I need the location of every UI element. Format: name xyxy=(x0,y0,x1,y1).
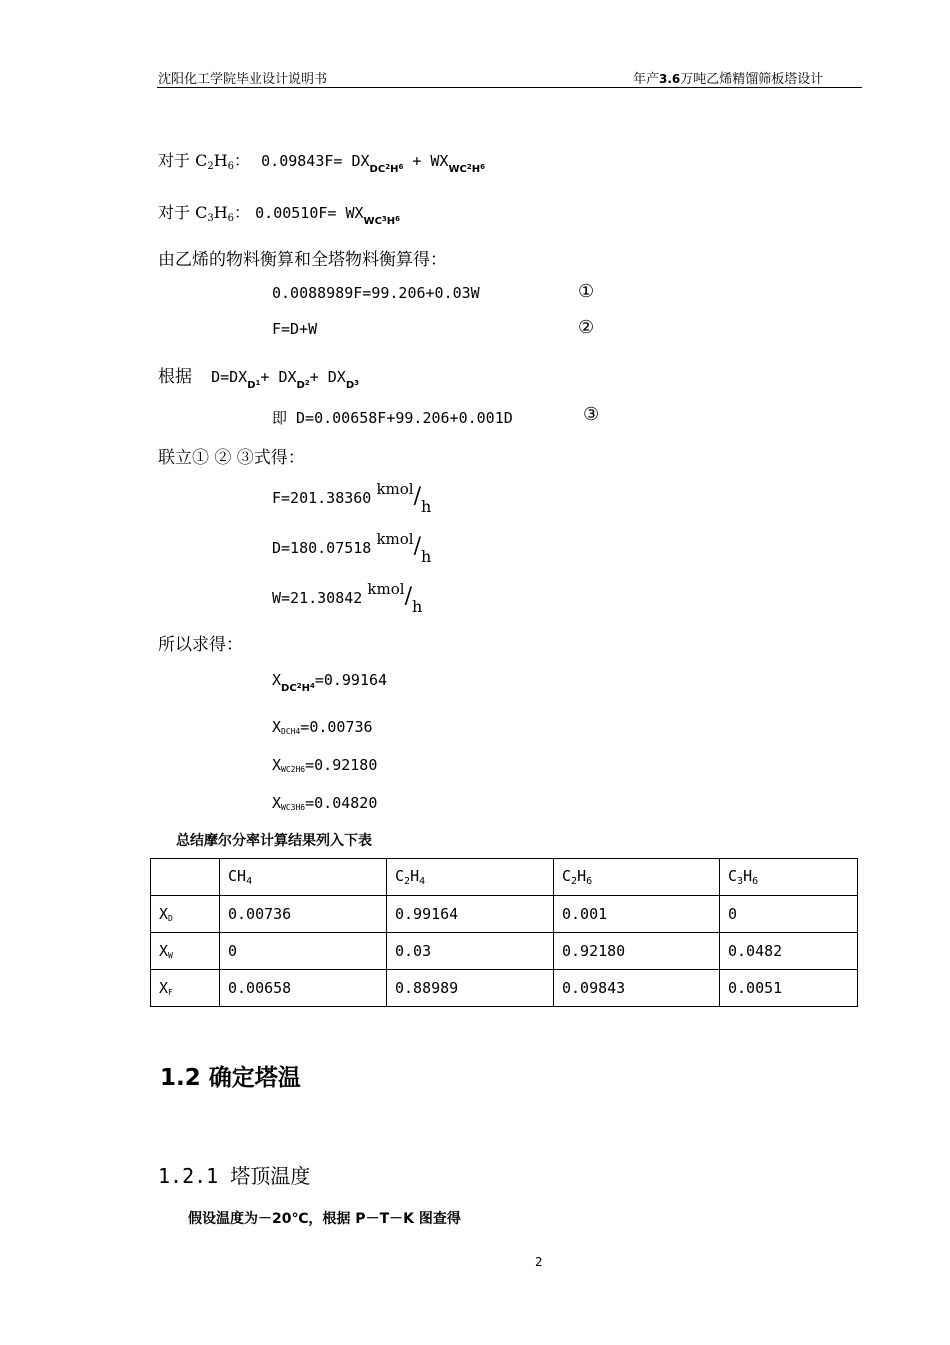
equation-1: 0.0088989F=99.206+0.03W xyxy=(272,284,480,302)
table-header-cell: $C_2H_6$ xyxy=(554,859,720,896)
x-wc3h6: XWC3H6=0.04820 xyxy=(272,794,378,812)
eq-c3h6: 对于 C3H6： $0.00510F= WX_{WC}3_H6$ xyxy=(158,203,401,227)
header-left: 沈阳化工学院毕业设计说明书 xyxy=(158,72,328,87)
x-dc2h4: $X_{DC2H4}=0.99164$ xyxy=(272,671,388,694)
header-rule xyxy=(157,87,862,88)
equation-3: 即 D=0.00658F+99.206+0.001D xyxy=(272,409,513,427)
result-f: F=201.38360 kmol/h xyxy=(272,480,432,516)
eq-d-definition: 根据 $D=DX_D1+ DX_D2+ DX_D3$ xyxy=(158,367,360,391)
table-cell: 0 xyxy=(220,933,387,970)
table-cell: 0.09843 xyxy=(554,970,720,1007)
table-cell: 0.00658 xyxy=(220,970,387,1007)
table-cell: 0 xyxy=(720,896,858,933)
table-row-label: XW xyxy=(151,933,220,970)
table-cell: 0.0051 xyxy=(720,970,858,1007)
table-row xyxy=(151,970,858,1007)
x-dch4: XDCH4=0.00736 xyxy=(272,718,373,736)
header-right: 年产3.6万吨乙烯精馏筛板塔设计 xyxy=(633,72,824,87)
table-row-label: XF xyxy=(151,970,220,1007)
para-balance: 由乙烯的物料衡算和全塔物料衡算得： xyxy=(158,250,447,270)
section-heading-1-2: 1.2 确定塔温 xyxy=(160,1065,301,1091)
result-w: W=21.30842 kmol/h xyxy=(272,580,423,616)
result-d: D=180.07518 kmol/h xyxy=(272,530,432,566)
mole-fraction-table xyxy=(150,858,858,1007)
table-row-label: XD xyxy=(151,896,220,933)
table-row xyxy=(151,933,858,970)
table-caption: 总结摩尔分率计算结果列入下表 xyxy=(176,833,372,849)
table-cell: 0.03 xyxy=(387,933,554,970)
table-header-row xyxy=(151,859,858,896)
equation-1-mark: ① xyxy=(578,281,595,302)
table-cell: 0.92180 xyxy=(554,933,720,970)
para-obtained: 所以求得： xyxy=(158,635,243,655)
table-cell: 0.88989 xyxy=(387,970,554,1007)
table-header-cell: $C_2H_4$ xyxy=(387,859,554,896)
section-heading-1-2-1: 1.2.1 塔顶温度 xyxy=(158,1164,311,1188)
table-cell: 0.99164 xyxy=(387,896,554,933)
eq-c2h6: 对于 C2H6： $0.09843F= DX_{DC}2_H6 + WX_{WC}2_H6$ xyxy=(158,151,485,175)
x-wc2h6: XWC2H6=0.92180 xyxy=(272,756,378,774)
table-cell: 0.001 xyxy=(554,896,720,933)
table-header-cell xyxy=(151,859,220,896)
equation-2-mark: ② xyxy=(578,317,595,338)
table-header-cell: $CH_4$ xyxy=(220,859,387,896)
para-combine: 联立① ② ③式得： xyxy=(158,448,305,468)
equation-2: F=D+W xyxy=(272,320,318,338)
page-number: 2 xyxy=(535,1255,543,1269)
table-header-cell: $C_3H_6$ xyxy=(720,859,858,896)
table-cell: 0.00736 xyxy=(220,896,387,933)
table-cell: 0.0482 xyxy=(720,933,858,970)
equation-3-mark: ③ xyxy=(583,404,600,425)
para-assumption: 假设温度为－20℃，根据 P－T－K 图查得 xyxy=(188,1211,461,1227)
table-row xyxy=(151,896,858,933)
